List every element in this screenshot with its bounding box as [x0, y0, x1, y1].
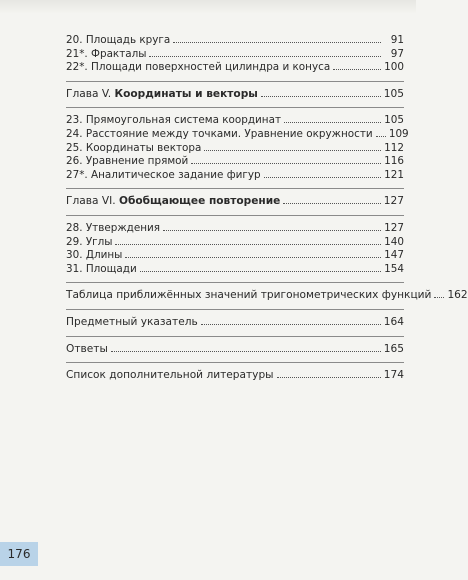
toc-entry-title: 26. Уравнение прямой [66, 155, 189, 168]
chapter-heading-text [66, 195, 283, 209]
toc-entry-page: 127 [384, 221, 404, 234]
toc-entry-page: 154 [384, 262, 404, 275]
section-divider [66, 188, 404, 189]
toc-entry-title: 22*. Площади поверхностей цилиндра и конуса [66, 61, 331, 74]
toc-entry-title: 28. Утверждения [66, 221, 161, 234]
back-matter-page: 162 [447, 289, 468, 302]
chapter-title: Обобщающее повторение [118, 195, 281, 208]
leader-dots [261, 96, 381, 97]
leader-dots [173, 42, 381, 43]
toc-entry [66, 127, 409, 142]
toc-entry-page: 100 [384, 61, 404, 74]
leader-dots [434, 297, 444, 298]
back-matter-page: 165 [383, 342, 404, 355]
leader-dots [191, 163, 381, 164]
leader-dots [283, 203, 380, 204]
toc-entry-page: 109 [388, 127, 409, 140]
toc-entry [66, 114, 404, 128]
back-matter-title: Предметный указатель [66, 315, 198, 328]
chapter-page: 105 [383, 87, 404, 100]
toc-entry-title: 24. Расстояние между точками. Уравнение окружности [66, 127, 373, 140]
toc-entry-title: 27*. Аналитическое задание фигур [66, 168, 261, 181]
chapter-heading [66, 88, 404, 102]
back-matter-entry [66, 316, 404, 330]
toc-entry-title: 30. Длины [66, 249, 123, 262]
chapter-prefix: Глава VI. [66, 195, 119, 208]
section-divider [66, 362, 404, 363]
toc-entry [66, 48, 404, 62]
section-divider [66, 107, 404, 108]
leader-dots [111, 351, 381, 352]
toc-entry [66, 142, 404, 156]
toc-entry [66, 34, 404, 48]
leader-dots [125, 257, 381, 258]
back-matter-entry [66, 369, 404, 383]
toc-entry-title: 20. Площадь круга [66, 34, 171, 46]
back-matter-entry [66, 343, 404, 357]
leader-dots [284, 122, 381, 123]
toc-entry [66, 222, 404, 236]
toc-entry [66, 263, 404, 277]
chapter-heading [66, 195, 404, 209]
leader-dots [115, 244, 381, 245]
leader-dots [204, 150, 381, 151]
toc-entry-title: 23. Прямоугольная система координат [66, 114, 281, 127]
toc-entry-page: 105 [384, 114, 404, 127]
toc-entry [66, 169, 404, 183]
section-divider [66, 336, 404, 337]
toc-entry-page: 116 [384, 155, 404, 168]
chapter-heading-text [66, 88, 261, 102]
section-divider [66, 309, 404, 310]
toc-entry-title: 25. Координаты вектора [66, 141, 202, 154]
toc-entry [66, 61, 404, 75]
toc-entry-page: 140 [384, 235, 404, 248]
back-matter-entry [66, 289, 468, 303]
chapter-title: Координаты и векторы [114, 87, 258, 100]
toc-entry-title: 29. Углы [66, 235, 113, 248]
toc-entry-page: 97 [390, 47, 404, 60]
leader-dots [333, 69, 381, 70]
toc-entry-page: 91 [390, 34, 404, 46]
chapter-prefix: Глава V. [66, 87, 115, 100]
back-matter-title: Ответы [66, 342, 108, 355]
toc-entry [66, 155, 404, 169]
toc-entry [66, 236, 404, 250]
leader-dots [376, 136, 386, 137]
back-matter-title: Таблица приближённых значений тригонометрических функций [66, 289, 432, 302]
toc-entry-page: 112 [384, 141, 404, 154]
page-number-tab [0, 542, 38, 566]
leader-dots [277, 377, 381, 378]
toc-entry-title: 31. Площади [66, 262, 137, 275]
chapter-page: 127 [383, 195, 404, 208]
section-divider [66, 81, 404, 82]
leader-dots [201, 324, 381, 325]
toc-entry-page: 121 [384, 168, 404, 181]
leader-dots [140, 271, 381, 272]
leader-dots [163, 230, 381, 231]
leader-dots [149, 56, 381, 57]
back-matter-page: 174 [383, 369, 404, 382]
section-divider [66, 215, 404, 216]
back-matter-page: 164 [383, 315, 404, 328]
page-number: 176 [7, 547, 31, 561]
top-shadow [0, 0, 416, 14]
section-divider [66, 282, 404, 283]
back-matter-title: Список дополнительной литературы [66, 369, 274, 382]
toc-entry-title: 21*. Фракталы [66, 47, 147, 60]
leader-dots [264, 177, 381, 178]
table-of-contents [66, 34, 468, 383]
toc-entry [66, 249, 404, 263]
toc-entry-page: 147 [384, 249, 404, 262]
